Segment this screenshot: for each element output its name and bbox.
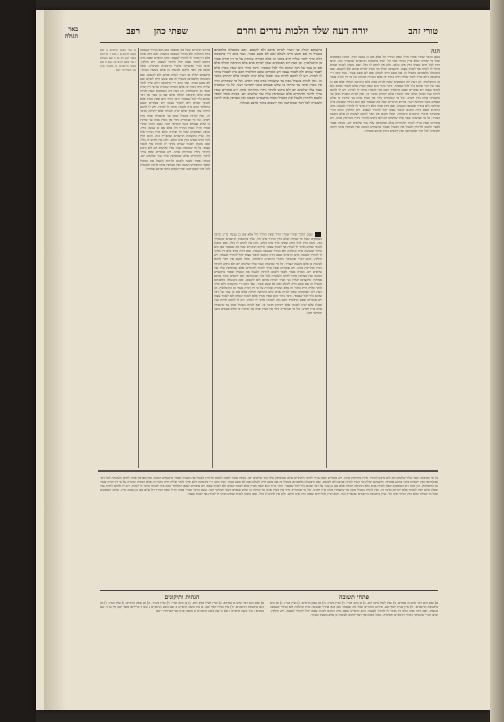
center-lower-text: טעם הדבר שהרי אמרו חז״ל שאין הנידוי חל אלא אם כן נעשה כדין. וכתבו הפוסקים שכל מי שנידה שלא כדין הנידוי אינו חל. ועיין בתשובת הרשב״א שהאריך בזה. והוא הדין לכל חרם שאינו כדין אינו כלום. ולכן אין לחוש לו כלל. ואם נתכוון לכבוד שמים מותר לו לנדות אף לכבוד עצמו.	[214, 232, 322, 250]
taz-text-cont2: פירוש הדברים שכל מה שנאמר כאן הוא בנידוי שנעשה כדת וכהלכה ולא בנידוי שנעשה בטעות. ואם נידה אותו בלא דין מותר לו להתיר לעצמו. כתב הרא״ש שאם נידה החכם לכבוד עצמו יכול להתיר לעצמו. ויש חולקין. וכתב הב״י שהעיקר כדברי הרמב״ם ודעימיה. ומכל מקום אין ראוי לחכם לעשות כן אלא בשעת הצורך.	[330, 100, 440, 121]
hagahot-text: א) ואם הוא דבר שיש בו פסידא. ב) ועיין לעיל סימן רמג. ג) כן כתב הב״י. ד) ועיין בש״ך. ה) וכן פסק הרמ״א. ו) ועיין בט״ז. ז) וכן הוא בתשובת הרשב״א. ח) עיין בבית יוסף שם.	[100, 601, 264, 610]
taz-column	[330, 48, 440, 468]
center-lower-text-cont2: כל מי שנתנדה ועבר עליו שלשים יום ולא ביקש להתיר נידויו מחרימין אותו. ויש אומרים שאין צריך לחזור ולהחרים אלא שמוסיפין עליו עוד שלשים יום. מנודה אסור לספר ולכבס ולרחוץ ולנעול את הסנדל ואסור בתשמיש המטה ואין מצרפין אותו לזימון ולעשרה לכל דבר שבקדושה ואין יושבים בתוך ארבע אמותיו.	[214, 261, 322, 282]
hagahot-label: הגהות ותיקונים	[164, 594, 200, 601]
column-divider-center	[212, 48, 213, 468]
main-text: מיקצתם יכולין בני העיר לנדות אותם ולא לקנסם. ואם נתבטלה מלאכתם בשביל זה אם פשע חייב לשלם ואם לא פשע פטור. ועוד כתב ר״י בתשובה דלא שייך לומר שליח חייב בדבר זה אלא המורה שהורה על פי דין תורה פטור מן התשלומין. וכן דעת רוב הפוסקים שאין לנדות אדם בלא התראה תחלה אלא אם כן עבר על דבר שהוא גלוי לכל שאסור. ודבר ברור הוא שאין מנדין אלא לכבוד שמים ולא לכבוד עצמו ויש אומרים שאם התלמיד חכם נדה לכבודו מותר לו לנדות. ויש לו לחכם להיות עניו וסבלן שלא ינדה לכבודו אלא יתרחק מדבר זה. ואין לנדות בשביל ממון עד שיעמידו אותו בדין ויסרב. וכל מי שנתחייב נידוי אין מנדין אותו עד שיתרו בו שלש פעמים בשני וחמישי ושני.	[214, 48, 322, 88]
header-center-title: יורה דעה שלד הלכות נדרים וחרם	[236, 26, 368, 37]
main-text-column	[214, 48, 322, 228]
center-lower-column	[214, 232, 322, 468]
pitchei-teshuvah-text: א) ואם הוא דבר שיש בו פסידא. ב) ועיין לעיל סימן רמג. ג) כן כתב הב״י. ד) ועיין בש״ך. ה) וכן פסק הרמ״א. ו) ועיין בט״ז. ז) וכן הוא בתשובת הרשב״א. ח) עיין בבית יוסף שם.	[270, 601, 438, 610]
shach-text-cont3: כל מי שנתנדה ועבר עליו שלשים יום ולא ביקש להתיר נידויו מחרימין אותו. ויש אומרים שאין צריך לחזור ולהחרים אלא שמוסיפין עליו עוד שלשים יום. מנודה אסור לספר ולכבס ולרחוץ ולנעול את הסנדל ואסור בתשמיש המטה ואין מצרפין אותו לזימון ולעשרה לכל דבר שבקדושה ואין יושבים בתוך ארבע אמותיו.	[140, 146, 210, 171]
shach-text: פירוש הדברים שכל מה שנאמר כאן הוא בנידוי שנעשה כדת וכהלכה ולא בנידוי שנעשה בטעות. ואם נידה אותו בלא דין מותר לו להתיר לעצמו. כתב הרא״ש שאם נידה החכם לכבוד עצמו יכול להתיר לעצמו. ויש חולקין. וכתב הב״י שהעיקר כדברי הרמב״ם ודעימיה. ומכל מקום אין ראוי לחכם לעשות כן אלא בשעת הצורך.	[140, 48, 210, 73]
beer-hagolah-column	[100, 48, 136, 268]
next-page-edge	[490, 0, 504, 722]
center-lower-text-cont3: מיקצתם יכולין בני העיר לנדות אותם ולא לקנסם. ואם נתבטלה מלאכתם בשביל זה אם פשע חייב לשלם ואם לא פשע פטור. ועוד כתב ר״י בתשובה דלא שייך לומר שליח חייב בדבר זה אלא המורה שהורה על פי דין תורה פטור מן התשלומין. וכן דעת רוב הפוסקים שאין לנדות אדם בלא התראה תחלה אלא אם כן עבר על דבר שהוא גלוי לכל שאסור. ודבר ברור הוא שאין מנדין אלא לכבוד שמים ולא לכבוד עצמו ויש אומרים שאם התלמיד חכם נדה לכבודו מותר לו לנדות. ויש לו לחכם להיות עניו וסבלן שלא ינדה לכבודו אלא יתרחק מדבר זה. ואין לנדות בשביל ממון עד שיעמידו אותו בדין ויסרב. וכל מי שנתחייב נידוי אין מנדין אותו עד שיתרו בו שלש פעמים בשני וחמישי ושני.	[214, 277, 322, 315]
page-number: רפב	[126, 27, 140, 37]
taz-text: טעם הדבר שהרי אמרו חז״ל שאין הנידוי חל אלא אם כן נעשה כדין. וכתבו הפוסקים שכל מי שנידה שלא כדין הנידוי אינו חל. ועיין בתשובת הרשב״א שהאריך בזה. והוא הדין לכל חרם שאינו כדין אינו כלום. ולכן אין לחוש לו כלל. ואם נתכוון לכבוד שמים מותר לו לנדות אף לכבוד עצמו.	[330, 55, 440, 72]
bottom-text: כל מי שנתנדה ועבר עליו שלשים יום ולא ביקש להתיר נידויו מחרימין אותו. ויש אומרים שאין צריך לחזור ולהחרים אלא שמוסיפין עליו עוד שלשים יום. מנודה אסור לספר ולכבס ולרחוץ ולנעול את הסנדל ואסור בתשמיש המטה ואין מצרפין אותו לזימון ולעשרה לכל דבר שבקדושה ואין יושבים בתוך ארבע אמותיו.	[100, 476, 438, 485]
pitchei-teshuvah-label: פתחי תשובה	[339, 594, 369, 601]
page-gutter	[44, 10, 66, 710]
beer-hagolah-title: באר הגולה	[64, 26, 78, 40]
header-right-title: טורי זהב	[408, 27, 438, 37]
footnote-rule	[98, 470, 438, 472]
hagah-label: הגה	[431, 48, 440, 55]
beer-hagolah-text: א טור בשם הרא״ש ב שם בשם הרמב״ם ג שם ד ברייתא מועד קטן דף טז ה שם בגמרא ו טור בשם הרא״ש ז שם ח שם בשם הרמב״ם ט משנה פרק שני דעדויות י שם	[100, 48, 136, 73]
pitchei-teshuvah-column	[270, 594, 438, 680]
shach-column	[140, 48, 210, 468]
book-edge-shadow	[0, 0, 36, 722]
page-header	[64, 26, 438, 40]
shach-text-cont: מיקצתם יכולין בני העיר לנדות אותם ולא לקנסם. ואם נתבטלה מלאכתם בשביל זה אם פשע חייב לשלם ואם לא פשע פטור. ועוד כתב ר״י בתשובה דלא שייך לומר שליח חייב בדבר זה אלא המורה שהורה על פי דין תורה פטור מן התשלומין. וכן דעת רוב הפוסקים שאין לנדות אדם בלא התראה תחלה אלא אם כן עבר על דבר שהוא גלוי לכל שאסור. ודבר ברור הוא שאין מנדין אלא לכבוד שמים ולא לכבוד עצמו ויש אומרים שאם התלמיד חכם נדה לכבודו מותר לו לנדות. ויש לו לחכם להיות עניו וסבלן שלא ינדה לכבודו אלא יתרחק מדבר זה. ואין לנדות בשביל ממון עד שיעמידו אותו בדין ויסרב. וכל מי שנתחייב נידוי אין מנדין אותו עד שיתרו בו שלש פעמים בשני וחמישי ושני.	[140, 72, 210, 126]
column-divider-left	[138, 48, 139, 468]
taz-text-cont: מיקצתם יכולין בני העיר לנדות אותם ולא לקנסם. ואם נתבטלה מלאכתם בשביל זה אם פשע חייב לשלם ואם לא פשע פטור. ועוד כתב ר״י בתשובה דלא שייך לומר שליח חייב בדבר זה אלא המורה שהורה על פי דין תורה פטור מן התשלומין. וכן דעת רוב הפוסקים שאין לנדות אדם בלא התראה תחלה אלא אם כן עבר על דבר שהוא גלוי לכל שאסור. ודבר ברור הוא שאין מנדין אלא לכבוד שמים ולא לכבוד עצמו ויש אומרים שאם התלמיד חכם נדה לכבודו מותר לו לנדות. ויש לו לחכם להיות עניו וסבלן שלא ינדה לכבודו אלא יתרחק מדבר זה. ואין לנדות בשביל ממון עד שיעמידו אותו בדין ויסרב. וכל מי שנתחייב נידוי אין מנדין אותו עד שיתרו בו שלש פעמים בשני וחמישי ושני.	[330, 67, 440, 105]
shach-text-cont2: טעם הדבר שהרי אמרו חז״ל שאין הנידוי חל אלא אם כן נעשה כדין. וכתבו הפוסקים שכל מי שנידה שלא כדין הנידוי אינו חל. ועיין בתשובת הרשב״א שהאריך בזה. והוא הדין לכל חרם שאינו כדין אינו כלום. ולכן אין לחוש לו כלל. ואם נתכוון לכבוד שמים מותר לו לנדות אף לכבוד עצמו.	[140, 121, 210, 151]
bottom-text-block	[100, 476, 438, 586]
center-lower-text-cont: פירוש הדברים שכל מה שנאמר כאן הוא בנידוי שנעשה כדת וכהלכה ולא בנידוי שנעשה בטעות. ואם נידה אותו בלא דין מותר לו להתיר לעצמו. כתב הרא״ש שאם נידה החכם לכבוד עצמו יכול להתיר לעצמו. ויש חולקין. וכתב הב״י שהעיקר כדברי הרמב״ם ודעימיה. ומכל מקום אין ראוי לחכם לעשות כן אלא בשעת הצורך.	[214, 245, 322, 266]
footnotes-rule	[100, 590, 438, 591]
taz-text-cont3: כל מי שנתנדה ועבר עליו שלשים יום ולא ביקש להתיר נידויו מחרימין אותו. ויש אומרים שאין צריך לחזור ולהחרים אלא שמוסיפין עליו עוד שלשים יום. מנודה אסור לספר ולכבס ולרחוץ ולנעול את הסנדל ואסור בתשמיש המטה ואין מצרפין אותו לזימון ולעשרה לכל דבר שבקדושה ואין יושבים בתוך ארבע אמותיו.	[330, 116, 440, 133]
hagahot-text-cont: א טור בשם הרא״ש ב שם בשם הרמב״ם ג שם ד ברייתא מועד קטן דף טז ה שם בגמרא ו טור בשם הרא״ש ז שם ח שם בשם הרמב״ם ט משנה פרק שני דעדויות י שם	[100, 605, 264, 614]
main-text-cont: כל מי שנתנדה ועבר עליו שלשים יום ולא ביקש להתיר נידויו מחרימין אותו. ויש אומרים שאין צריך לחזור ולהחרים אלא שמוסיפין עליו עוד שלשים יום. מנודה אסור לספר ולכבס ולרחוץ ולנעול את הסנדל ואסור בתשמיש המטה ואין מצרפין אותו לזימון ולעשרה לכל דבר שבקדושה ואין יושבים בתוך ארבע אמותיו.	[214, 83, 322, 105]
header-rule	[100, 42, 438, 43]
pitchei-teshuvah-text-cont: פירוש הדברים שכל מה שנאמר כאן הוא בנידוי שנעשה כדת וכהלכה ולא בנידוי שנעשה בטעות. ואם נידה אותו בלא דין מותר לו להתיר לעצמו. כתב הרא״ש שאם נידה החכם לכבוד עצמו יכול להתיר לעצמו. ויש חולקין. וכתב הב״י שהעיקר כדברי הרמב״ם ודעימיה. ומכל מקום אין ראוי לחכם לעשות כן אלא בשעת הצורך.	[270, 605, 438, 618]
bottom-text-cont2: טעם הדבר שהרי אמרו חז״ל שאין הנידוי חל אלא אם כן נעשה כדין. וכתבו הפוסקים שכל מי שנידה שלא כדין הנידוי אינו חל. ועיין בתשובת הרשב״א שהאריך בזה. והוא הדין לכל חרם שאינו כדין אינו כלום. ולכן אין לחוש לו כלל. ואם נתכוון לכבוד שמים מותר לו לנדות אף לכבוד עצמו.	[100, 488, 438, 497]
bottom-text-cont: מיקצתם יכולין בני העיר לנדות אותם ולא לקנסם. ואם נתבטלה מלאכתם בשביל זה אם פשע חייב לשלם ואם לא פשע פטור. ועוד כתב ר״י בתשובה דלא שייך לומר שליח חייב בדבר זה אלא המורה שהורה על פי דין תורה פטור מן התשלומין. וכן דעת רוב הפוסקים שאין לנדות אדם בלא התראה תחלה אלא אם כן עבר על דבר שהוא גלוי לכל שאסור. ודבר ברור הוא שאין מנדין אלא לכבוד שמים ולא לכבוד עצמו ויש אומרים שאם התלמיד חכם נדה לכבודו מותר לו לנדות. ויש לו לחכם להיות עניו וסבלן שלא ינדה לכבודו אלא יתרחק מדבר זה. ואין לנדות בשביל ממון עד שיעמידו אותו בדין ויסרב. וכל מי שנתחייב נידוי אין מנדין אותו עד שיתרו בו שלש פעמים בשני וחמישי ושני.	[100, 480, 438, 493]
column-divider-right	[326, 48, 327, 468]
header-left-title: שפתי כהן	[153, 27, 188, 37]
hagahot-column	[100, 594, 264, 680]
